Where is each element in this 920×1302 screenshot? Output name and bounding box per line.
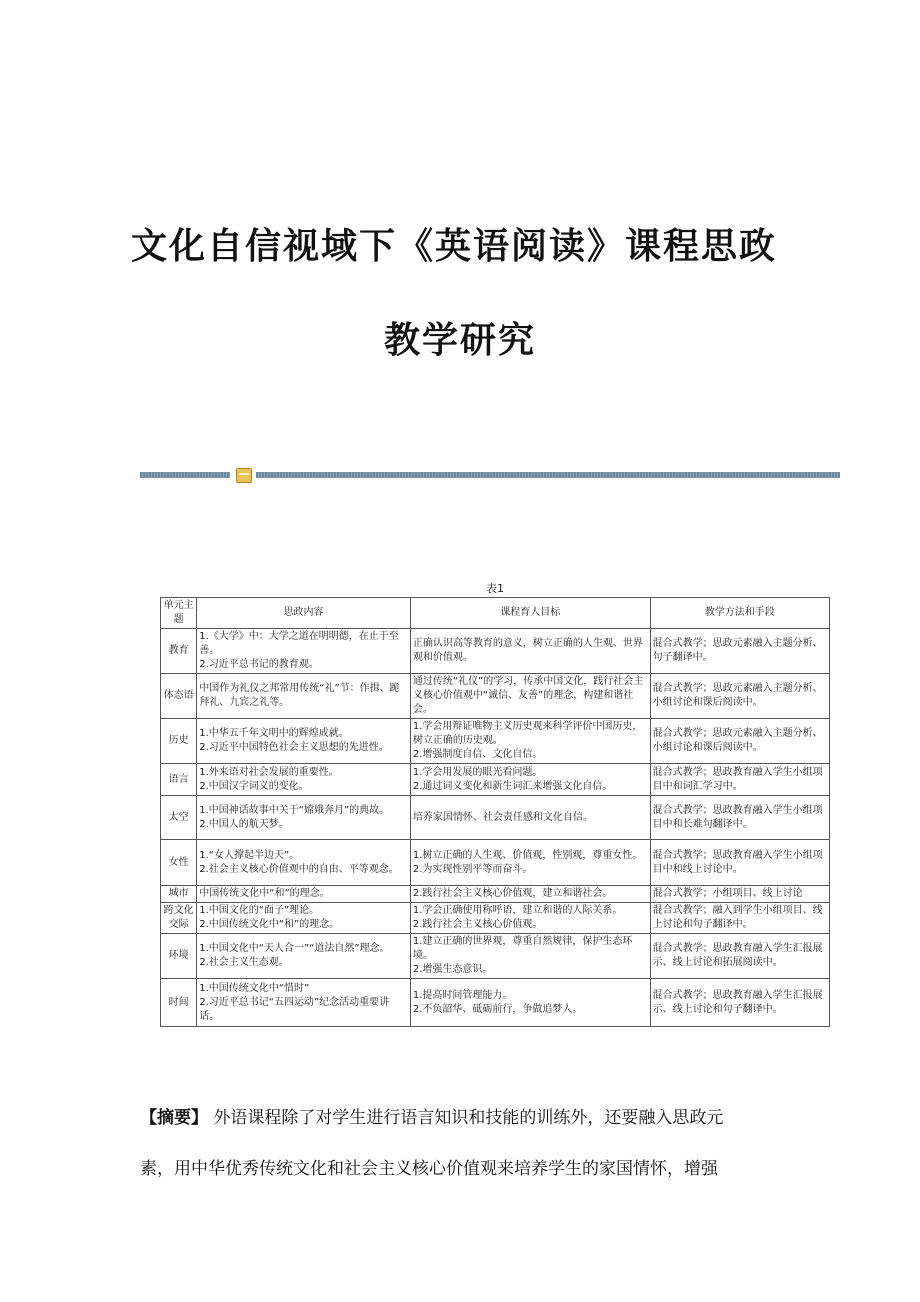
cell-topic: 女性 — [161, 840, 197, 886]
cell-method — [650, 979, 829, 1027]
cell-content-line: 1.中华五千年文明中的辉煌成就。 — [199, 728, 349, 739]
cell-goal — [410, 886, 650, 903]
cell-content-line: 2.社会主义生态观。 — [199, 957, 289, 968]
cell-content — [197, 796, 411, 840]
course-table — [160, 597, 830, 1027]
cell-method-line: 混合式教学；思政教育融入学生汇报展示、线上讨论和拓展阅读中。 — [652, 943, 823, 968]
cell-content — [197, 674, 411, 719]
cell-goal-line: 2.不负韶华、砥砺前行，争做追梦人。 — [412, 1003, 583, 1015]
cell-goal-line: 1.建立正确的世界观，尊重自然规律，保护生态环境。 — [412, 936, 633, 961]
cell-topic: 跨文化交际 — [161, 903, 197, 934]
cell-content-line: 1.“女人撑起半边天”。 — [199, 849, 300, 861]
cell-goal-line: 2.增强生态意识。 — [412, 964, 493, 975]
cell-method — [650, 629, 829, 674]
cell-content-line: 1.中国文化的“面子”理论。 — [199, 905, 320, 916]
cell-topic: 城市 — [161, 886, 197, 903]
cell-method — [650, 719, 829, 764]
cell-content-line: 1.《大学》中：大学之道在明明德，在止于至善。 — [199, 631, 399, 656]
divider-bar-left — [140, 472, 230, 478]
header-goal: 课程育人目标 — [410, 598, 650, 629]
cell-method — [650, 764, 829, 796]
divider-bar-right — [256, 472, 840, 478]
cell-goal-line: 1.学会用辩证唯物主义历史观来科学评价中国历史，树立正确的历史观。 — [412, 721, 643, 746]
cell-goal — [410, 934, 650, 979]
decorative-divider — [140, 471, 840, 479]
cell-goal-line: 1.学会正确使用称呼语，建立和谐的人际关系。 — [412, 905, 623, 916]
cell-content-line: 1.中国神话故事中关于“嫦娥奔月”的典故。 — [199, 804, 390, 816]
header-topic: 单元主题 — [161, 598, 197, 629]
cell-content-line: 2.中国人的航天梦。 — [199, 818, 289, 830]
cell-content-line: 2.中国传统文化中“和”的理念。 — [199, 919, 340, 930]
cell-goal-line: 1.树立正确的人生观、价值观，性别观，尊重女性。 — [412, 849, 643, 861]
cell-goal — [410, 796, 650, 840]
cell-topic: 时间 — [161, 979, 197, 1027]
cell-content-line: 2.习近平总书记的教育观。 — [199, 659, 319, 670]
cell-method-line: 混合式教学；思政元素融入主题分析、小组讨论和课后阅读中。 — [652, 728, 823, 753]
cell-method-line: 混合式教学；思政教育融入学生汇报展示、线上讨论和句子翻译中。 — [652, 989, 823, 1015]
cell-content-line: 1.中国文化中“天人合一”“道法自然”理念。 — [199, 943, 390, 954]
cell-method-line: 混合式教学；思政教育融入学生小组项目中和词汇学习中。 — [652, 766, 823, 792]
divider-ornament-icon — [236, 468, 252, 483]
cell-content-line: 2.社会主义核心价值观中的自由、平等观念。 — [199, 863, 399, 875]
abstract-text-1: 外语课程除了对学生进行语言知识和技能的训练外，还要融入思政元 — [213, 1108, 724, 1128]
cell-goal — [410, 979, 650, 1027]
cell-goal — [410, 719, 650, 764]
cell-topic: 太空 — [161, 796, 197, 840]
cell-content — [197, 629, 411, 674]
cell-topic: 教育 — [161, 629, 197, 674]
cell-content — [197, 764, 411, 796]
table-caption: 表1 — [486, 582, 504, 595]
cell-method-line: 混合式教学；思政元素融入主题分析、句子翻译中。 — [652, 638, 823, 663]
table-body — [161, 629, 830, 1027]
table-row — [161, 979, 830, 1027]
cell-method-line: 混合式教学；思政教育融入学生小组项目中和线上讨论中。 — [652, 849, 823, 875]
cell-goal — [410, 903, 650, 934]
cell-content-line: 中国传统文化中“和”的理念。 — [199, 888, 330, 899]
abstract-line-2: 素，用中华优秀传统文化和社会主义核心价值观来培养学生的家国情怀，增强 — [140, 1159, 718, 1179]
cell-content — [197, 903, 411, 934]
header-method: 教学方法和手段 — [650, 598, 829, 629]
cell-method — [650, 886, 829, 903]
table-row — [161, 629, 830, 674]
cell-method — [650, 903, 829, 934]
table-row — [161, 719, 830, 764]
table-row — [161, 886, 830, 903]
cell-goal — [410, 840, 650, 886]
abstract-label: 【摘要】 — [140, 1108, 208, 1128]
cell-content-line: 2.习近平中国特色社会主义思想的先进性。 — [199, 742, 389, 753]
cell-content-line: 1.外来语对社会发展的重要性。 — [199, 766, 339, 778]
cell-content-line: 1.中国传统文化中“惜时” — [199, 982, 310, 994]
cell-goal-line: 2.增强制度自信、文化自信。 — [412, 749, 543, 760]
cell-goal-line: 2.践行社会主义核心价值观，建立和谐社会。 — [412, 888, 613, 899]
cell-method — [650, 934, 829, 979]
cell-goal-line: 2.践行社会主义核心价值观。 — [412, 919, 543, 930]
cell-goal — [410, 764, 650, 796]
cell-goal — [410, 674, 650, 719]
cell-topic: 历史 — [161, 719, 197, 764]
paper-title-line-2: 教学研究 — [383, 319, 536, 361]
cell-topic: 体态语 — [161, 674, 197, 719]
cell-method — [650, 840, 829, 886]
cell-method — [650, 674, 829, 719]
cell-method-line: 混合式教学；思政元素融入主题分析、小组讨论和课后阅读中。 — [652, 683, 823, 708]
cell-content — [197, 840, 411, 886]
cell-content-line: 2.习近平总书记“五四运动”纪念活动重要讲话。 — [199, 996, 390, 1022]
cell-goal-line: 2.为实现性别平等而奋斗。 — [412, 863, 533, 875]
cell-method — [650, 796, 829, 840]
abstract-line-1 — [140, 1103, 800, 1128]
cell-topic: 环境 — [161, 934, 197, 979]
cell-goal-line: 通过传统“礼仪”的学习，传承中国文化，践行社会主义核心价值观中“诚信、友善”的理念，构建和谐社会。 — [412, 676, 644, 715]
cell-goal-line: 正确认识高等教育的意义，树立正确的人生观、世界观和价值观。 — [412, 638, 643, 663]
table-row — [161, 903, 830, 934]
cell-content — [197, 719, 411, 764]
cell-goal-line: 2.通过词义变化和新生词汇来增强文化自信。 — [412, 780, 613, 792]
cell-goal-line: 1.学会用发展的眼光看问题。 — [412, 766, 543, 778]
table-header-row — [161, 598, 830, 629]
cell-content-line: 2.中国汉字词义的变化。 — [199, 780, 309, 792]
table-row — [161, 840, 830, 886]
cell-goal-line: 培养家国情怀、社会责任感和文化自信。 — [412, 811, 593, 823]
cell-method-line: 混合式教学；融入到学生小组项目、线上讨论和句子翻译中。 — [652, 905, 823, 930]
cell-goal-line: 1.提高时间管理能力。 — [412, 989, 513, 1001]
table-row — [161, 934, 830, 979]
cell-method-line: 混合式教学；小组项目、线上讨论 — [652, 888, 803, 899]
cell-topic: 语言 — [161, 764, 197, 796]
table-row — [161, 764, 830, 796]
table-row — [161, 796, 830, 840]
cell-content-line: 中国作为礼仪之邦常用传统“礼”节：作揖、跪拜礼、九宾之礼等。 — [199, 683, 400, 708]
paper-title-line-1: 文化自信视域下《英语阅读》课程思政 — [130, 225, 777, 267]
cell-content — [197, 886, 411, 903]
header-content: 思政内容 — [197, 598, 411, 629]
table-row — [161, 674, 830, 719]
cell-goal — [410, 629, 650, 674]
cell-content — [197, 934, 411, 979]
cell-content — [197, 979, 411, 1027]
cell-method-line: 混合式教学；思政教育融入学生小组项目中和长难句翻译中。 — [652, 804, 823, 830]
